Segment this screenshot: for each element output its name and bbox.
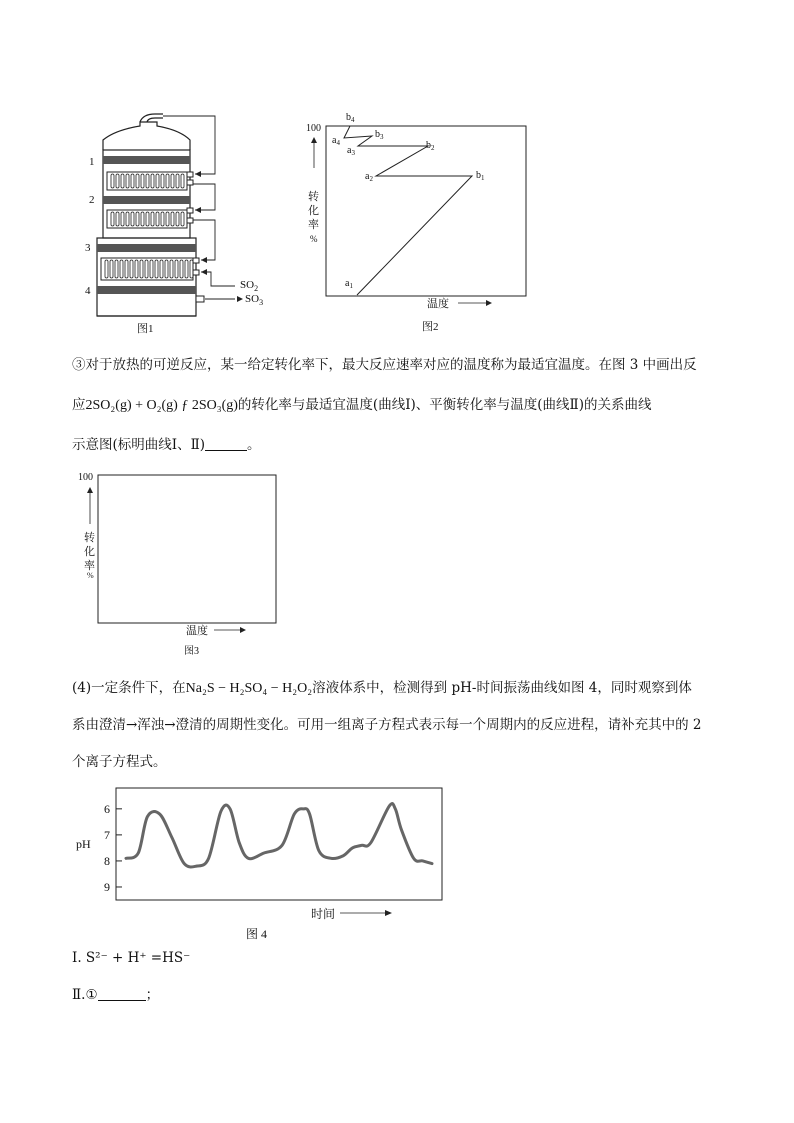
q3-line-3: 示意图(标明曲线Ⅰ、Ⅱ) 。	[72, 437, 261, 453]
fig2-xlabel: 温度	[427, 298, 449, 310]
point-b1: $b_1$	[476, 170, 485, 182]
layer-label-4: 4	[85, 285, 91, 297]
fig4-y-tick-label: 8	[104, 853, 110, 868]
q4-line-1: (4)一定条件下，在Na₂S − H₂SO₄ − H₂O₂溶液体系中，检测得到 pH-时间振荡曲线如图 4，同时观察到体	[72, 680, 692, 696]
answer-blank-eq2[interactable]	[98, 987, 146, 1002]
fig2-path	[344, 126, 472, 295]
point-b3: $b_3$	[375, 129, 384, 141]
equation-1: Ⅰ. S²⁻ + H⁺ =HS⁻	[72, 950, 191, 966]
fig3-ylabel-2: 化	[84, 546, 95, 558]
point-a4: $a_4$	[332, 135, 340, 147]
figure-2-conversion-temperature	[300, 108, 530, 338]
q3-line-2: 应2SO₂(g) + O₂(g) ƒ 2SO₃(g)的转化率与最适宜温度(曲线Ⅰ)、平衡转化率与温度(曲线Ⅱ)的关系曲线	[72, 397, 652, 413]
inlet-label: $SO_2$	[240, 279, 259, 293]
fig3-xlabel: 温度	[186, 625, 208, 637]
fig2-frame	[326, 126, 526, 296]
fig3-caption: 图3	[184, 646, 199, 657]
fig4-ylabel: pH	[76, 837, 91, 851]
fig3-ylabel-1: 转	[84, 532, 95, 544]
answer-blank-q3[interactable]	[205, 437, 247, 452]
point-a1: $a_1$	[345, 278, 353, 290]
fig2-ylabel-3: 率	[308, 219, 319, 231]
fig4-y-tick-label: 7	[104, 827, 110, 842]
fig3-ylabel-4: %	[87, 571, 94, 580]
q3-line-1: ③对于放热的可逆反应，某一给定转化率下，最大反应速率对应的温度称为最适宜温度。在图 3 中画出反	[72, 357, 697, 373]
fig2-ylabel-2: 化	[308, 205, 319, 217]
fig1-caption: 图1	[137, 323, 154, 335]
ph-curve	[126, 804, 432, 867]
fig3-ylabel-3: 率	[84, 560, 95, 572]
fig2-y-tick: 100	[306, 123, 321, 134]
figure-3-blank-plot	[74, 468, 294, 668]
layer-label-3: 3	[85, 242, 91, 254]
layer-label-1: 1	[89, 156, 95, 168]
figure-4-ph-oscillation	[74, 782, 454, 942]
point-b4: $b_4$	[346, 112, 355, 124]
question-4-text	[72, 673, 732, 778]
q4-line-3: 个离子方程式。	[72, 754, 167, 770]
reaction-equation: 2SO₂(g) + O₂(g) ƒ 2SO₃(g)	[85, 398, 238, 413]
figure-1-reactor	[85, 110, 265, 340]
fig3-frame	[98, 475, 276, 623]
equation-2: Ⅱ.① ；	[72, 987, 160, 1003]
outlet-label: $SO_3$	[245, 293, 264, 307]
fig2-ylabel-1: 转	[308, 191, 319, 203]
question-3-text	[72, 350, 732, 461]
fig4-caption: 图 4	[246, 927, 268, 941]
fig4-y-tick-label: 9	[104, 879, 110, 894]
point-a2: $a_2$	[365, 171, 373, 183]
q4-line-2: 系由澄清→浑浊→澄清的周期性变化。可用一组离子方程式表示每一个周期内的反应进程，请补充其中的 2	[72, 717, 702, 733]
point-a3: $a_3$	[347, 145, 355, 157]
solution-system: Na₂S − H₂SO₄ − H₂O₂	[185, 681, 313, 696]
point-b2: $b_2$	[426, 140, 435, 152]
fig3-y-tick: 100	[78, 472, 93, 483]
layer-label-2: 2	[89, 194, 95, 206]
fig2-ylabel-4: %	[310, 234, 318, 244]
fig4-y-tick-label: 6	[104, 801, 110, 816]
fig4-xlabel: 时间	[311, 907, 336, 921]
fig2-caption: 图2	[422, 321, 439, 333]
